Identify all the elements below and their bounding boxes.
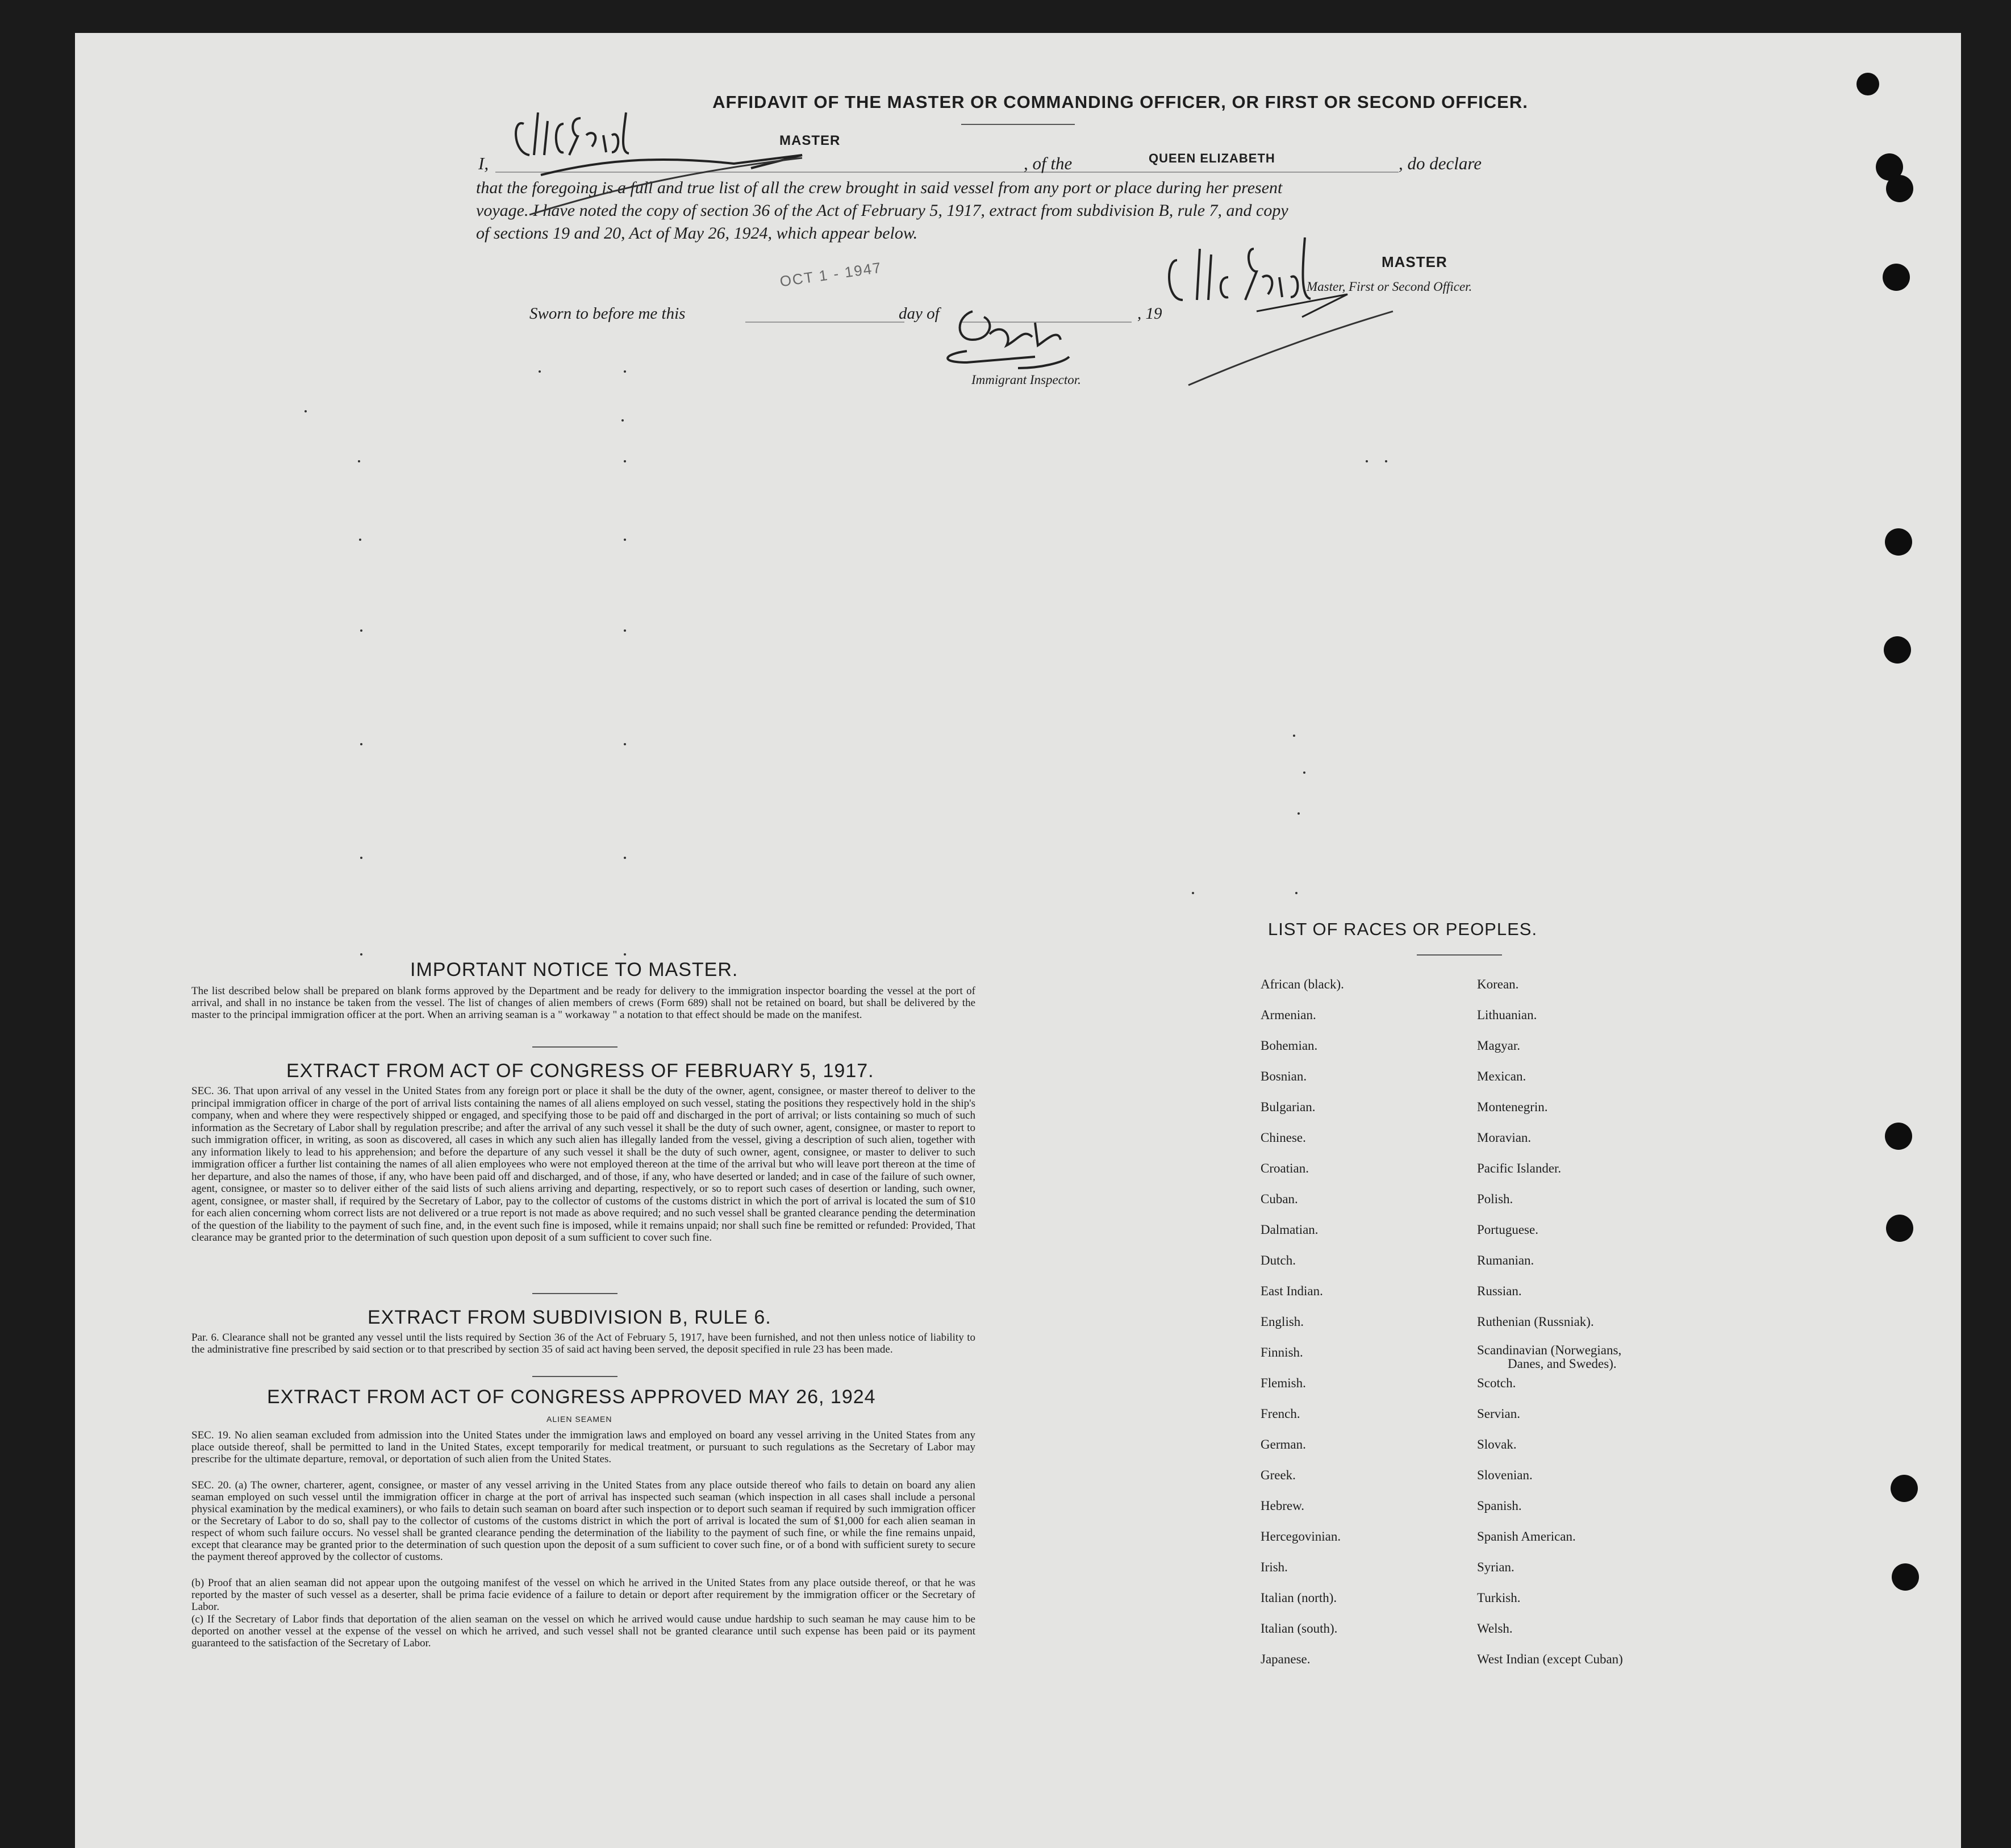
dot-mark — [358, 460, 360, 462]
sworn-label: Sworn to before me this — [529, 304, 686, 323]
race-item: Irish. — [1261, 1560, 1288, 1574]
race-item: West Indian (except Cuban) — [1477, 1652, 1623, 1666]
document-page — [75, 33, 1961, 1848]
dot-mark — [1366, 460, 1368, 462]
race-item: Chinese. — [1261, 1131, 1306, 1145]
vessel-name-line — [1098, 172, 1399, 173]
master-stamp-2: MASTER — [1382, 253, 1447, 270]
race-item: Mexican. — [1477, 1069, 1526, 1083]
dot-mark — [624, 629, 626, 632]
races-title: LIST OF RACES OR PEOPLES. — [1268, 919, 1538, 939]
race-item: Russian. — [1477, 1284, 1522, 1298]
race-item: Lithuanian. — [1477, 1008, 1537, 1022]
race-item: Finnish. — [1261, 1345, 1303, 1359]
punch-hole — [1885, 1123, 1912, 1150]
race-item: Slovenian. — [1477, 1468, 1533, 1482]
extract-1924-title: EXTRACT FROM ACT OF CONGRESS APPROVED MAY 26, 1924 — [267, 1386, 876, 1408]
race-item: Pacific Islander. — [1477, 1161, 1562, 1175]
dot-mark — [360, 857, 362, 859]
race-item: Hercegovinian. — [1261, 1529, 1341, 1544]
dot-mark — [624, 539, 626, 541]
punch-hole — [1856, 73, 1879, 95]
punch-hole — [1891, 1475, 1918, 1502]
dot-mark — [624, 370, 626, 373]
race-item: Polish. — [1477, 1192, 1513, 1206]
extract-1917-body: SEC. 36. That upon arrival of any vessel in the United States from any foreign port or place it shall be the duty of the owner, agent, consignee, or master thereof to deliver to the principal immigration officer in charge of the port of arrival lists containing the names of all aliens employed on such vessel, stating the positions they respectively hold in the ship's company, when and where they were respectively shipped or engaged, and specifying those to be paid off and discharged in the port of arrival; or lists containing so much of such information as the Secretary of Labor shall by regulation prescribe; and after the arrival of any such vessel it shall be the duty of such owner, agent, consignee, or master to report to such immigration officer, in writing, as soon as discovered, all cases in which any such alien has illegally landed from the vessel, giving a description of such alien, together with any information likely to lead to his apprehension; and before the departure of any such vessel it shall be the duty of such owner, agent, consignee, or master to deliver to such immigration officer a further list containing the names of all alien employees who were not employed thereon at the time of the arrival but who will leave port thereon at the time of her departure, and also the names of those, if any, who have been paid off and discharged, and of those, if any, who have deserted or landed; and in case of the failure of such owner, agent, consignee, or master so to deliver either of the said lists of such aliens arriving and departing, respectively, or so to report such cases of desertion or landing, such owner, agent, consignee, or master shall, if required by the Secretary of Labor, pay to the collector of customs of the customs district in which the port of arrival is located the sum of $10 for each alien concerning whom correct lists are not delivered or a true report is not made as above required; and no such vessel shall be granted clearance pending the determination of the question of the liability to the payment of such fine, and, in the event such fine is imposed, while it remains unpaid; nor shall such fine be remitted or refunded: Provided, That clearance may be granted prior to the determination of such question upon deposit of a sum sufficient to cover such fine. — [191, 1085, 975, 1244]
race-item: Montenegrin. — [1477, 1100, 1548, 1114]
extract-1924-sec20c: (c) If the Secretary of Labor finds that deportation of the alien seaman on the vessel on which he arrived would cause undue hardship to such seaman he may cause him to be deported on another vessel at the expense of the vessel on which he arrived, and such vessel shall not be granted clearance until such expense has been paid or its payment guaranteed to the satisfaction of the Secretary of Labor. — [191, 1613, 975, 1649]
race-item: Bosnian. — [1261, 1069, 1307, 1083]
punch-hole — [1884, 636, 1911, 664]
race-item: Italian (south). — [1261, 1621, 1338, 1636]
extract-1924-sec20b: (b) Proof that an alien seaman did not appear upon the outgoing manifest of the vessel on which he arrived in the United States from any place outside thereof, or that he was reported by the master of such vessel as a deserter, shall be prima facie evidence of a failure to detain or deport after requirement by the immigration officer or the Secretary of Labor. — [191, 1577, 975, 1613]
race-item: French. — [1261, 1407, 1300, 1421]
race-item: African (black). — [1261, 977, 1344, 991]
race-item: Bulgarian. — [1261, 1100, 1316, 1114]
dot-mark — [1293, 735, 1295, 737]
extract-1917-divider — [532, 1293, 618, 1294]
race-item: Cuban. — [1261, 1192, 1298, 1206]
dot-mark — [539, 370, 541, 373]
race-item: Japanese. — [1261, 1652, 1311, 1666]
dot-mark — [624, 953, 626, 956]
punch-hole — [1885, 528, 1912, 556]
race-item: Moravian. — [1477, 1131, 1532, 1145]
race-item: Welsh. — [1477, 1621, 1513, 1636]
race-item: Flemish. — [1261, 1376, 1306, 1390]
race-item: East Indian. — [1261, 1284, 1323, 1298]
dot-mark — [621, 419, 624, 422]
race-item: Greek. — [1261, 1468, 1296, 1482]
officer-caption: Master, First or Second Officer. — [1307, 280, 1472, 294]
do-declare-label: , do declare — [1399, 153, 1482, 173]
race-item: Slovak. — [1477, 1437, 1517, 1451]
subdivision-title: EXTRACT FROM SUBDIVISION B, RULE 6. — [368, 1307, 771, 1328]
inspector-signature — [933, 300, 1080, 391]
date-stamp: OCT 1 - 1947 — [778, 258, 883, 290]
subdivision-divider — [532, 1376, 618, 1377]
dot-mark — [1295, 892, 1297, 894]
extract-1924-subtitle: ALIEN SEAMEN — [546, 1415, 612, 1424]
dot-mark — [360, 953, 362, 956]
day-of-label: day of — [899, 304, 940, 323]
race-item: Spanish. — [1477, 1499, 1522, 1513]
master-stamp-1: MASTER — [779, 133, 841, 148]
extract-1924-sec19: SEC. 19. No alien seaman excluded from admission into the United States under the immigration laws and employed on board any vessel arriving in the United States from any place outside thereof, shall be permitted to land in the United States, except temporarily for medical treatment, or pursuant to such regulations as the Secretary of Labor may prescribe for the ultimate departure, removal, or deportation of such alien from the United States. — [191, 1429, 975, 1465]
races-divider — [1417, 954, 1502, 956]
notice-divider — [532, 1046, 618, 1048]
punch-hole — [1892, 1563, 1919, 1591]
race-item: Scotch. — [1477, 1376, 1516, 1390]
inspector-caption: Immigrant Inspector. — [971, 373, 1081, 387]
race-item: Korean. — [1477, 977, 1519, 991]
affidavit-line-2: that the foregoing is a full and true list of all the crew brought in said vessel from any port or place during her present — [476, 178, 1283, 197]
race-item: Croatian. — [1261, 1161, 1309, 1175]
dot-mark — [1303, 771, 1305, 774]
notice-title: IMPORTANT NOTICE TO MASTER. — [410, 959, 739, 981]
year-label: , 19 — [1137, 304, 1162, 323]
title-divider — [961, 124, 1075, 125]
punch-hole — [1883, 264, 1910, 291]
punch-hole — [1886, 1215, 1913, 1242]
race-item: Rumanian. — [1477, 1253, 1534, 1267]
of-the-label: , of the — [1024, 153, 1073, 173]
affidavit-title: AFFIDAVIT OF THE MASTER OR COMMANDING OFFICER, OR FIRST OR SECOND OFFICER. — [712, 92, 1528, 112]
race-item: Dutch. — [1261, 1253, 1296, 1267]
dot-mark — [1297, 812, 1300, 815]
race-item: Dalmatian. — [1261, 1223, 1319, 1237]
dot-mark — [1385, 460, 1387, 462]
punch-hole — [1886, 175, 1913, 202]
sworn-date-line — [745, 322, 904, 323]
race-item: Magyar. — [1477, 1038, 1521, 1053]
extract-1917-title: EXTRACT FROM ACT OF CONGRESS OF FEBRUARY 5, 1917. — [286, 1060, 874, 1082]
race-item: Ruthenian (Russniak). — [1477, 1315, 1594, 1329]
race-item: Bohemian. — [1261, 1038, 1318, 1053]
extract-1924-sec20a: SEC. 20. (a) The owner, charterer, agent, consignee, or master of any vessel arriving in the United States from any place outside thereof who fails to detain on board any alien seaman employed on such vessel until the immigration officer in charge at the port of arrival has inspected such seaman (which inspection in all cases shall include a personal physical examination by the medical examiners), or who fails to detain such seaman on board after such inspection or to deport such seaman if required by such immigration officer or the Secretary of Labor to do so, shall pay to the collector of customs of the customs district in which the port of arrival is located the sum of $1,000 for each alien seaman in respect of whom such failure occurs. No vessel shall be granted clearance pending the determination of the liability to the payment of such fine, or while the fine remains unpaid, except that clearance may be granted prior to the determination of such question upon the deposit of a sum sufficient to cover such fine, or of a bond with sufficient surety to secure the payment thereof approved by the collector of customs. — [191, 1479, 975, 1563]
race-item: Spanish American. — [1477, 1529, 1576, 1544]
race-item: Italian (north). — [1261, 1591, 1337, 1605]
race-item: English. — [1261, 1315, 1304, 1329]
dot-mark — [304, 410, 307, 412]
dot-mark — [1192, 892, 1194, 894]
dot-mark — [360, 743, 362, 745]
dot-mark — [624, 857, 626, 859]
dot-mark — [624, 460, 626, 462]
dot-mark — [359, 539, 361, 541]
affiant-label: I, — [478, 153, 489, 173]
master-signature-1 — [507, 101, 859, 243]
race-item: Servian. — [1477, 1407, 1521, 1421]
race-item: Syrian. — [1477, 1560, 1514, 1574]
race-item: Scandinavian (Norwegians, — [1477, 1343, 1622, 1357]
affidavit-line-3: voyage. I have noted the copy of section 36 of the Act of February 5, 1917, extract from subdivision B, rule 7, and copy — [476, 201, 1288, 220]
race-item: German. — [1261, 1437, 1306, 1451]
dot-mark — [624, 743, 626, 745]
subdivision-body: Par. 6. Clearance shall not be granted any vessel until the lists required by Section 36 of the Act of February 5, 1917, have been furnished, and not then unless notice of liability to the administrative fine prescribed by said section or to that prescribed by section 35 of said act having been served, the deposit specified in rule 23 has been made. — [191, 1332, 975, 1355]
dot-mark — [360, 629, 362, 632]
race-item: Armenian. — [1261, 1008, 1316, 1022]
affidavit-line-4: of sections 19 and 20, Act of May 26, 1924, which appear below. — [476, 224, 918, 243]
race-item: Hebrew. — [1261, 1499, 1305, 1513]
race-item: Turkish. — [1477, 1591, 1521, 1605]
race-item-continuation: Danes, and Swedes). — [1508, 1357, 1617, 1371]
notice-body: The list described below shall be prepared on blank forms approved by the Department and be ready for delivery to the immigration inspector boarding the vessel at the port of arrival, and shall in no instance be taken from the vessel. The list of changes of alien members of crews (Form 689) shall not be retained on board, but shall be delivered by the master to the principal immigration officer at the port. When an arriving seaman is a " workaway " a notation to that effect should be made on the manifest. — [191, 985, 975, 1021]
race-item: Portuguese. — [1477, 1223, 1538, 1237]
master-signature-2 — [1154, 215, 1427, 397]
vessel-name: QUEEN ELIZABETH — [1149, 151, 1275, 165]
